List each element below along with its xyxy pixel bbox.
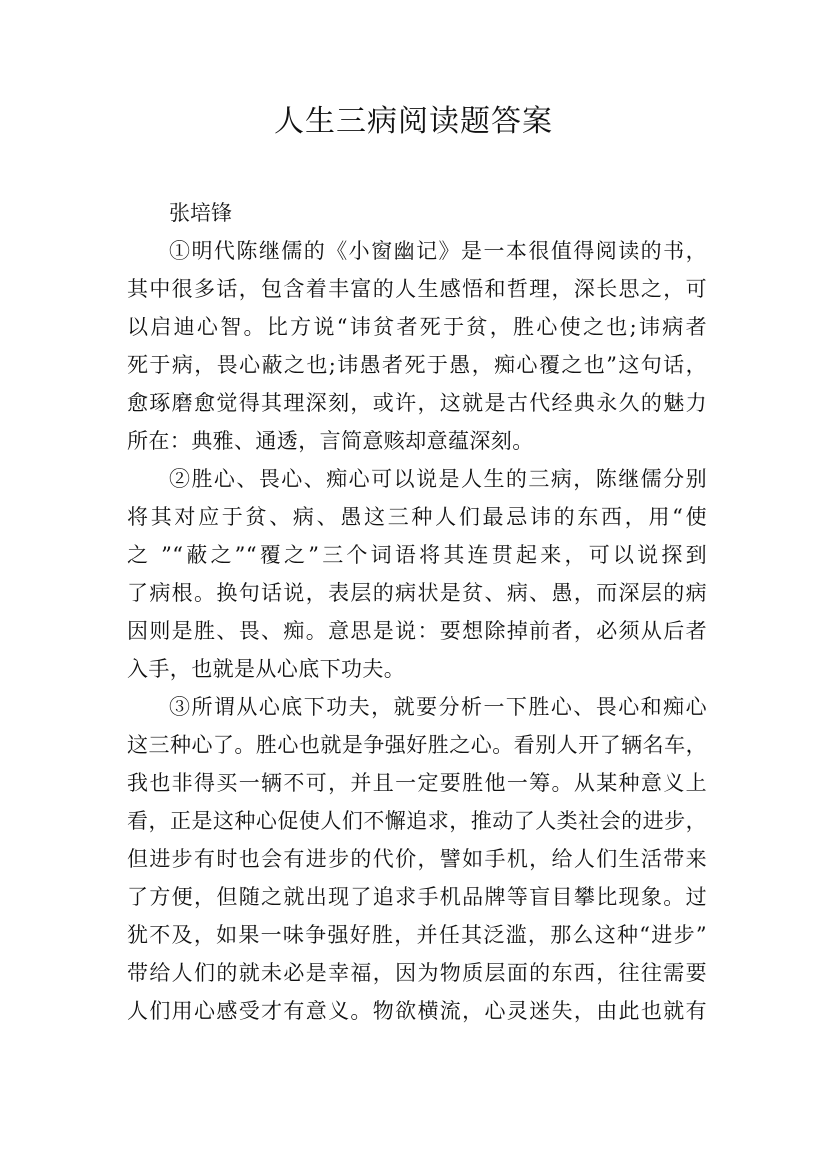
document-title: 人生三病阅读题答案 <box>274 104 553 139</box>
text-line: 所在：典雅、通透，言简意赅却意蕴深刻。 <box>127 429 534 453</box>
text-line: 入手，也就是从心底下功夫。 <box>127 657 406 681</box>
text-line: ②胜心、畏心、痴心可以说是人生的三病，陈继儒分别 <box>169 467 707 491</box>
text-line: ①明代陈继儒的《小窗幽记》是一本很值得阅读的书， <box>169 239 707 263</box>
document-body <box>127 194 707 1030</box>
text-line: 之 ”“蔽之”“覆之”三个词语将其连贯起来，可以说探到 <box>127 543 707 567</box>
text-line: ③所谓从心底下功夫，就要分析一下胜心、畏心和痴心 <box>169 695 707 719</box>
text-line: 以启迪心智。比方说“讳贫者死于贫，胜心使之也;讳病者 <box>127 315 707 339</box>
author-name: 张培锋 <box>169 201 232 225</box>
text-line: 因则是胜、畏、痴。意思是说：要想除掉前者，必须从后者 <box>127 619 707 643</box>
text-line: 愈琢磨愈觉得其理深刻，或许，这就是古代经典永久的魅力 <box>127 391 707 415</box>
text-line: 了病根。换句话说，表层的病状是贫、病、愚，而深层的病 <box>127 581 707 605</box>
text-line: 了方便，但随之就出现了追求手机品牌等盲目攀比现象。过 <box>127 885 707 909</box>
text-line: 其中很多话，包含着丰富的人生感悟和哲理，深长思之，可 <box>127 277 707 301</box>
paragraph-2 <box>127 460 707 688</box>
text-line: 犹不及，如果一味争强好胜，并任其泛滥，那么这种“进步” <box>127 923 707 947</box>
text-line: 带给人们的就未必是幸福，因为物质层面的东西，往往需要 <box>127 961 707 985</box>
paragraph-3 <box>127 688 707 1030</box>
text-line: 我也非得买一辆不可，并且一定要胜他一筹。从某种意义上 <box>127 771 707 795</box>
text-line: 这三种心了。胜心也就是争强好胜之心。看别人开了辆名车， <box>127 733 707 757</box>
text-line: 人们用心感受才有意义。物欲横流，心灵迷失，由此也就有 <box>127 999 707 1023</box>
text-line: 死于病，畏心蔽之也;讳愚者死于愚，痴心覆之也”这句话， <box>127 353 707 377</box>
text-line: 但进步有时也会有进步的代价，譬如手机，给人们生活带来 <box>127 847 707 871</box>
text-line: 看，正是这种心促使人们不懈追求，推动了人类社会的进步， <box>127 809 707 833</box>
text-line: 将其对应于贫、病、愚这三种人们最忌讳的东西，用“使 <box>127 505 707 529</box>
paragraph-1 <box>127 232 707 460</box>
